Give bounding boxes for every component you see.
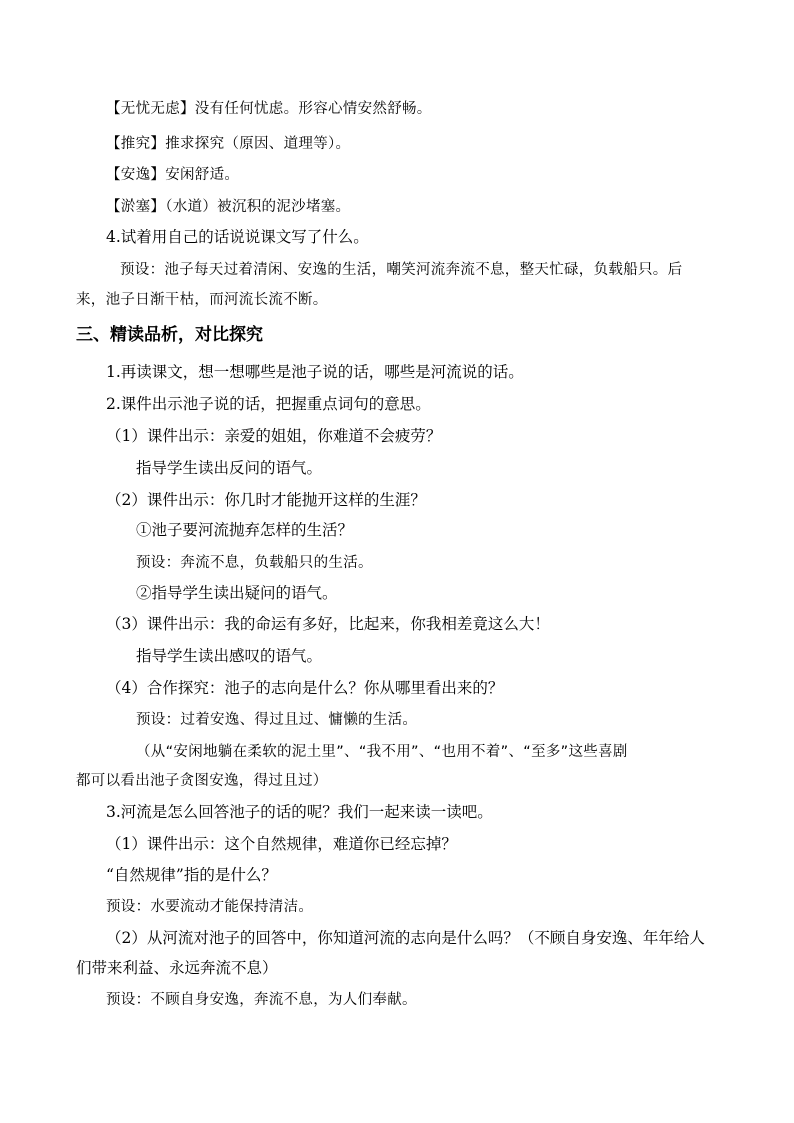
- item-2-2-sub2: ②指导学生读出疑问的语气。: [136, 584, 338, 602]
- item-2-4-preset: 预设：过着安逸、得过且过、慵懒的生活。: [136, 712, 418, 728]
- item-3-1: （1）课件出示：这个自然规律，难道你已经忘掉？: [106, 835, 457, 853]
- item-2-2-sub1: ①池子要河流抛弃怎样的生活？: [136, 521, 354, 539]
- section-heading-3: 三、精读品析，对比探究: [76, 325, 263, 345]
- step-3: 3.河流是怎么回答池子的话的呢？我们一起来读一读吧。: [106, 803, 493, 821]
- vocab-yuse: 【淤塞】（水道）被沉积的泥沙堵塞。: [106, 199, 351, 215]
- item-3-2-line2: 们带来利益、永远奔流不息）: [76, 959, 278, 977]
- item-2-1-guide: 指导学生读出反问的语气。: [136, 459, 323, 477]
- item-3-2-preset: 预设：不顾自身安逸，奔流不息，为人们奉献。: [106, 992, 417, 1008]
- item-2-1: （1）课件出示：亲爱的姐姐，你难道不会疲劳？: [106, 427, 442, 445]
- item-2-2: （2）课件出示：你几时才能抛开这样的生涯？: [106, 491, 426, 509]
- item-2-2-preset: 预设：奔流不息，负载船只的生活。: [136, 555, 373, 571]
- vocab-wuyouwulv: 【无忧无虑】没有任何忧虑。形容心情安然舒畅。: [106, 101, 432, 117]
- item-2-3: （3）课件出示：我的命运有多好，比起来，你我相差竟这么大！: [106, 615, 550, 633]
- preset-answer-line2: 来，池子日渐干枯，而河流长流不断。: [76, 292, 328, 308]
- step-1: 1.再读课文，想一想哪些是池子说的话，哪些是河流说的话。: [106, 363, 524, 381]
- item-2-4: （4）合作探究：池子的志向是什么？你从哪里看出来的？: [106, 679, 504, 697]
- item-2-4-note-line1: （从“安闲地躺在柔软的泥土里”、“我不用”、“也用不着”、“至多”这些喜剧: [136, 744, 628, 760]
- item-3-2-line1: （2）从河流对池子的回答中，你知道河流的志向是什么吗？（不顾自身安逸、年年给人: [106, 929, 705, 947]
- vocab-tuijiu: 【推究】推求探究（原因、道理等）。: [106, 136, 351, 152]
- vocab-anyi: 【安逸】安闲舒适。: [106, 167, 240, 183]
- step-2: 2.课件出示池子说的话，把握重点词句的意思。: [106, 395, 431, 413]
- question-4: 4.试着用自己的话说说课文写了什么。: [106, 228, 369, 246]
- item-3-1-question: “自然规律”指的是什么？: [106, 866, 277, 884]
- item-3-1-preset: 预设：水要流动才能保持清洁。: [106, 899, 314, 915]
- item-2-4-note-line2: 都可以看出池子贪图安逸，得过且过）: [76, 773, 328, 789]
- item-2-3-guide: 指导学生读出感叹的语气。: [136, 647, 323, 665]
- preset-answer-line1: 预设：池子每天过着清闲、安逸的生活，嘲笑河流奔流不息，整天忙碌，负载船只。后: [120, 262, 683, 278]
